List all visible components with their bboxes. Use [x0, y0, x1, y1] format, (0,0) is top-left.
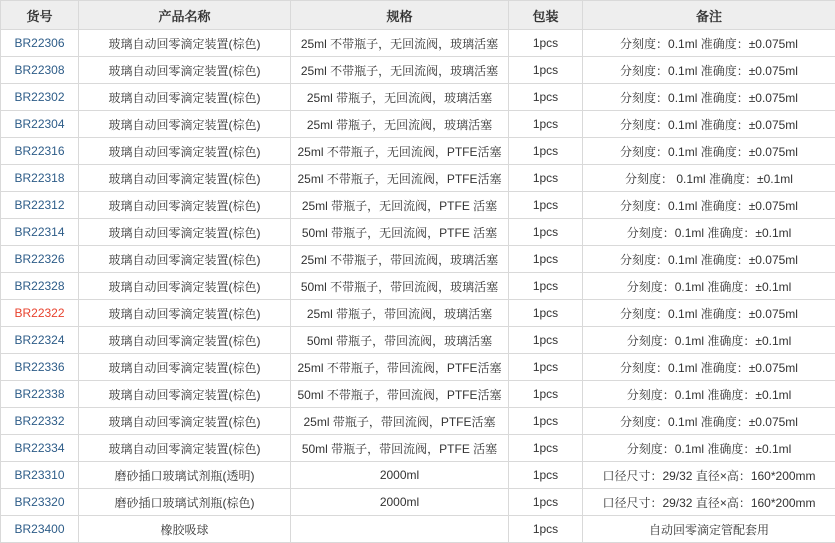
- cell-specification: 25ml 带瓶子，带回流阀，玻璃活塞: [291, 300, 509, 327]
- table-row: [1, 462, 835, 489]
- cell-remark: 分刻度：0.1ml 准确度：±0.075ml: [583, 300, 835, 327]
- cell-packaging: 1pcs: [509, 408, 583, 435]
- cell-packaging: 1pcs: [509, 57, 583, 84]
- cell-specification: 25ml 不带瓶子，带回流阀，PTFE活塞: [291, 354, 509, 381]
- cell-product-code[interactable]: BR22304: [1, 111, 79, 138]
- cell-product-name: 玻璃自动回零滴定装置(棕色): [79, 354, 291, 381]
- cell-product-name: 玻璃自动回零滴定装置(棕色): [79, 138, 291, 165]
- cell-remark: 分刻度：0.1ml 准确度：±0.1ml: [583, 273, 835, 300]
- cell-product-code[interactable]: BR22302: [1, 84, 79, 111]
- table-row: [1, 30, 835, 57]
- cell-packaging: 1pcs: [509, 84, 583, 111]
- cell-specification: 25ml 不带瓶子，无回流阀，玻璃活塞: [291, 30, 509, 57]
- cell-remark: 口径尺寸：29/32 直径×高：160*200mm: [583, 462, 835, 489]
- column-header-code: 货号: [1, 1, 79, 30]
- cell-product-code[interactable]: BR22306: [1, 30, 79, 57]
- column-header-name: 产品名称: [79, 1, 291, 30]
- cell-remark: 分刻度：0.1ml 准确度：±0.075ml: [583, 192, 835, 219]
- cell-specification: 50ml 不带瓶子，带回流阀，玻璃活塞: [291, 273, 509, 300]
- cell-packaging: 1pcs: [509, 354, 583, 381]
- cell-product-code[interactable]: BR22322: [1, 300, 79, 327]
- table-row: [1, 273, 835, 300]
- table-row: [1, 246, 835, 273]
- cell-packaging: 1pcs: [509, 138, 583, 165]
- table-row: [1, 381, 835, 408]
- table-row: [1, 138, 835, 165]
- cell-product-code[interactable]: BR22314: [1, 219, 79, 246]
- cell-product-name: 玻璃自动回零滴定装置(棕色): [79, 246, 291, 273]
- cell-product-name: 玻璃自动回零滴定装置(棕色): [79, 327, 291, 354]
- cell-product-name: 磨砂插口玻璃试剂瓶(透明): [79, 462, 291, 489]
- cell-packaging: 1pcs: [509, 300, 583, 327]
- table-row: [1, 111, 835, 138]
- table-row: [1, 354, 835, 381]
- cell-specification: 25ml 不带瓶子，无回流阀，PTFE活塞: [291, 165, 509, 192]
- cell-packaging: 1pcs: [509, 435, 583, 462]
- cell-product-code[interactable]: BR22338: [1, 381, 79, 408]
- cell-product-name: 玻璃自动回零滴定装置(棕色): [79, 30, 291, 57]
- cell-remark: 自动回零滴定管配套用: [583, 516, 835, 543]
- cell-specification: 50ml 带瓶子，带回流阀，PTFE 活塞: [291, 435, 509, 462]
- cell-product-name: 玻璃自动回零滴定装置(棕色): [79, 435, 291, 462]
- cell-product-code[interactable]: BR22308: [1, 57, 79, 84]
- cell-remark: 分刻度： 0.1ml 准确度：±0.1ml: [583, 165, 835, 192]
- cell-product-name: 磨砂插口玻璃试剂瓶(棕色): [79, 489, 291, 516]
- cell-remark: 分刻度：0.1ml 准确度：±0.075ml: [583, 246, 835, 273]
- cell-packaging: 1pcs: [509, 381, 583, 408]
- cell-specification: 25ml 带瓶子，无回流阀，玻璃活塞: [291, 111, 509, 138]
- cell-specification: 25ml 不带瓶子，带回流阀，玻璃活塞: [291, 246, 509, 273]
- cell-product-name: 玻璃自动回零滴定装置(棕色): [79, 165, 291, 192]
- cell-packaging: 1pcs: [509, 219, 583, 246]
- cell-product-name: 玻璃自动回零滴定装置(棕色): [79, 381, 291, 408]
- cell-packaging: 1pcs: [509, 246, 583, 273]
- cell-remark: 分刻度：0.1ml 准确度：±0.075ml: [583, 57, 835, 84]
- cell-remark: 分刻度：0.1ml 准确度：±0.1ml: [583, 435, 835, 462]
- cell-packaging: 1pcs: [509, 165, 583, 192]
- cell-remark: 分刻度：0.1ml 准确度：±0.1ml: [583, 381, 835, 408]
- cell-product-code[interactable]: BR22328: [1, 273, 79, 300]
- column-header-pack: 包装: [509, 1, 583, 30]
- cell-remark: 分刻度：0.1ml 准确度：±0.075ml: [583, 408, 835, 435]
- cell-specification: 2000ml: [291, 489, 509, 516]
- cell-packaging: 1pcs: [509, 273, 583, 300]
- cell-product-name: 玻璃自动回零滴定装置(棕色): [79, 111, 291, 138]
- cell-product-name: 玻璃自动回零滴定装置(棕色): [79, 192, 291, 219]
- table-row: [1, 408, 835, 435]
- cell-product-code[interactable]: BR23320: [1, 489, 79, 516]
- table-row: [1, 165, 835, 192]
- cell-product-code[interactable]: BR23400: [1, 516, 79, 543]
- cell-packaging: 1pcs: [509, 489, 583, 516]
- cell-product-name: 玻璃自动回零滴定装置(棕色): [79, 300, 291, 327]
- table-row: [1, 57, 835, 84]
- table-row: [1, 84, 835, 111]
- cell-remark: 分刻度：0.1ml 准确度：±0.1ml: [583, 327, 835, 354]
- table-header-row: [1, 1, 835, 30]
- cell-remark: 分刻度：0.1ml 准确度：±0.075ml: [583, 138, 835, 165]
- cell-remark: 分刻度：0.1ml 准确度：±0.075ml: [583, 354, 835, 381]
- cell-product-name: 玻璃自动回零滴定装置(棕色): [79, 84, 291, 111]
- table-row: [1, 219, 835, 246]
- cell-specification: 25ml 带瓶子，无回流阀，PTFE 活塞: [291, 192, 509, 219]
- cell-remark: 分刻度：0.1ml 准确度：±0.075ml: [583, 84, 835, 111]
- table-header: [1, 1, 835, 30]
- table-row: [1, 300, 835, 327]
- cell-remark: 分刻度：0.1ml 准确度：±0.075ml: [583, 111, 835, 138]
- cell-specification: 25ml 带瓶子，无回流阀，玻璃活塞: [291, 84, 509, 111]
- cell-product-name: 玻璃自动回零滴定装置(棕色): [79, 57, 291, 84]
- cell-product-code[interactable]: BR22334: [1, 435, 79, 462]
- cell-specification: 25ml 不带瓶子，无回流阀，PTFE活塞: [291, 138, 509, 165]
- table-row: [1, 489, 835, 516]
- cell-product-code[interactable]: BR22318: [1, 165, 79, 192]
- table-row: [1, 327, 835, 354]
- cell-packaging: 1pcs: [509, 111, 583, 138]
- cell-specification: 50ml 不带瓶子，带回流阀，PTFE活塞: [291, 381, 509, 408]
- cell-remark: 分刻度：0.1ml 准确度：±0.075ml: [583, 30, 835, 57]
- cell-packaging: 1pcs: [509, 30, 583, 57]
- cell-packaging: 1pcs: [509, 462, 583, 489]
- cell-packaging: 1pcs: [509, 192, 583, 219]
- cell-remark: 口径尺寸：29/32 直径×高：160*200mm: [583, 489, 835, 516]
- cell-product-code[interactable]: BR22332: [1, 408, 79, 435]
- cell-product-code[interactable]: BR22336: [1, 354, 79, 381]
- cell-packaging: 1pcs: [509, 516, 583, 543]
- cell-specification: 25ml 带瓶子，带回流阀，PTFE活塞: [291, 408, 509, 435]
- cell-product-name: 玻璃自动回零滴定装置(棕色): [79, 273, 291, 300]
- cell-packaging: 1pcs: [509, 327, 583, 354]
- column-header-spec: 规格: [291, 1, 509, 30]
- cell-product-code[interactable]: BR22312: [1, 192, 79, 219]
- table-row: [1, 435, 835, 462]
- cell-product-name: 橡胶吸球: [79, 516, 291, 543]
- cell-remark: 分刻度：0.1ml 准确度：±0.1ml: [583, 219, 835, 246]
- cell-specification: 25ml 不带瓶子，无回流阀，玻璃活塞: [291, 57, 509, 84]
- table-row: [1, 192, 835, 219]
- cell-product-name: 玻璃自动回零滴定装置(棕色): [79, 408, 291, 435]
- cell-product-code[interactable]: BR22316: [1, 138, 79, 165]
- table-row: [1, 516, 835, 543]
- cell-product-code[interactable]: BR22326: [1, 246, 79, 273]
- cell-specification: [291, 516, 509, 543]
- cell-specification: 2000ml: [291, 462, 509, 489]
- table-body: [1, 30, 835, 543]
- cell-product-code[interactable]: BR22324: [1, 327, 79, 354]
- cell-specification: 50ml 带瓶子，无回流阀，PTFE 活塞: [291, 219, 509, 246]
- cell-product-code[interactable]: BR23310: [1, 462, 79, 489]
- column-header-note: 备注: [583, 1, 835, 30]
- cell-product-name: 玻璃自动回零滴定装置(棕色): [79, 219, 291, 246]
- cell-specification: 50ml 带瓶子，带回流阀，玻璃活塞: [291, 327, 509, 354]
